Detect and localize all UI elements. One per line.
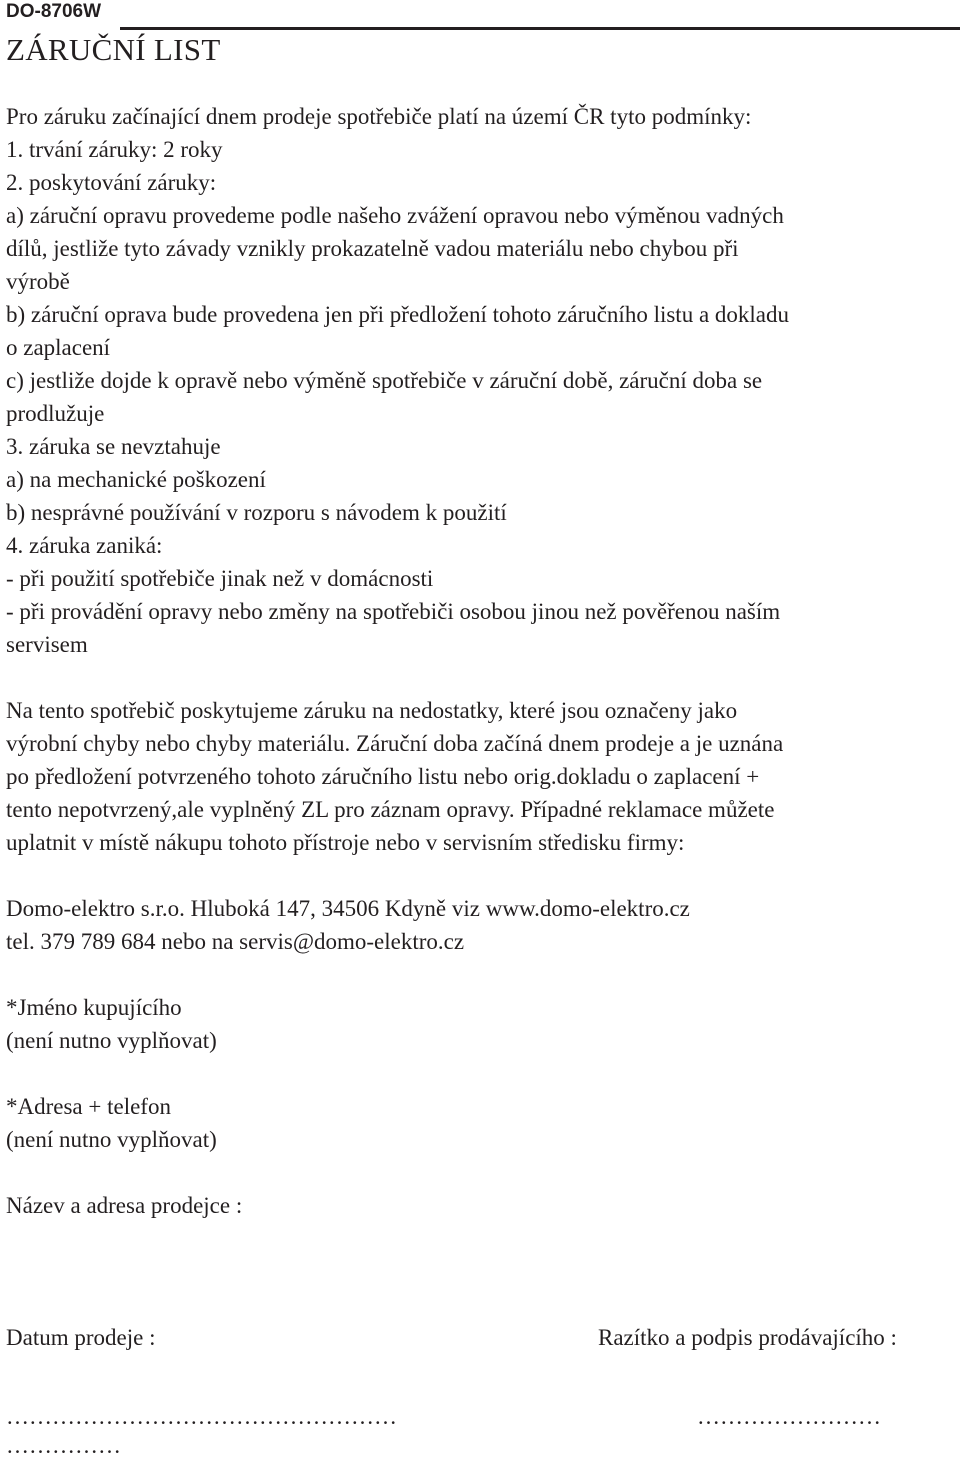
condition-item-2c: c) jestliže dojde k opravě nebo výměně spotřebiče v záruční době, záruční doba se bbox=[6, 368, 763, 393]
company-address: Domo-elektro s.r.o. Hluboká 147, 34506 Kdyně viz www.domo-elektro.cz bbox=[6, 896, 690, 921]
condition-item-2-heading: 2. poskytování záruky: bbox=[6, 170, 217, 195]
model-number: DO-8706W bbox=[6, 1, 102, 22]
buyer-address-note: (není nutno vyplňovat) bbox=[6, 1127, 217, 1152]
warranty-notice: uplatnit v místě nákupu tohoto přístroje nebo v servisním středisku firmy: bbox=[6, 830, 685, 855]
sale-date-field: …………………………………………… bbox=[6, 1404, 397, 1429]
condition-item-4-heading: 4. záruka zaniká: bbox=[6, 533, 163, 558]
sale-date-field: …………… bbox=[6, 1433, 121, 1458]
condition-item-1: 1. trvání záruky: 2 roky bbox=[6, 137, 223, 162]
condition-item-2a: dílů, jestliže tyto závady vznikly prokazatelně vadou materiálu nebo chybou při bbox=[6, 236, 739, 261]
condition-item-3a: a) na mechanické poškození bbox=[6, 467, 266, 492]
warranty-notice: tento nepotvrzený,ale vyplněný ZL pro záznam opravy. Případné reklamace můžete bbox=[6, 797, 775, 822]
warranty-notice: výrobní chyby nebo chyby materiálu. Záruční doba začíná dnem prodeje a je uznána bbox=[6, 731, 784, 756]
sale-date-label: Datum prodeje : bbox=[6, 1325, 156, 1350]
condition-item-2a: a) záruční opravu provedeme podle našeho zvážení opravou nebo výměnou vadných bbox=[6, 203, 784, 228]
seller-label: Název a adresa prodejce : bbox=[6, 1193, 243, 1218]
condition-item-4b: servisem bbox=[6, 632, 88, 657]
conditions-intro: Pro záruku začínající dnem prodeje spotřebiče platí na území ČR tyto podmínky: bbox=[6, 104, 752, 129]
company-contact: tel. 379 789 684 nebo na servis@domo-elektro.cz bbox=[6, 929, 465, 954]
condition-item-2b: o zaplacení bbox=[6, 335, 111, 360]
condition-item-3-heading: 3. záruka se nevztahuje bbox=[6, 434, 221, 459]
stamp-signature-field: …………………… bbox=[697, 1404, 881, 1429]
page-title: ZÁRUČNÍ LIST bbox=[6, 32, 221, 67]
condition-item-2c: prodlužuje bbox=[6, 401, 105, 426]
header-rule bbox=[120, 27, 960, 30]
stamp-signature-label: Razítko a podpis prodávajícího : bbox=[598, 1325, 897, 1350]
buyer-name-label: *Jméno kupujícího bbox=[6, 995, 182, 1020]
condition-item-2a: výrobě bbox=[6, 269, 70, 294]
condition-item-2b: b) záruční oprava bude provedena jen při předložení tohoto záručního listu a dokladu bbox=[6, 302, 789, 327]
condition-item-4a: - při použití spotřebiče jinak než v domácnosti bbox=[6, 566, 434, 591]
buyer-address-label: *Adresa + telefon bbox=[6, 1094, 171, 1119]
condition-item-3b: b) nesprávné používání v rozporu s návodem k použití bbox=[6, 500, 507, 525]
condition-item-4b: - při provádění opravy nebo změny na spotřebiči osobou jinou než pověřenou naším bbox=[6, 599, 781, 624]
warranty-notice: Na tento spotřebič poskytujeme záruku na nedostatky, které jsou označeny jako bbox=[6, 698, 738, 723]
warranty-notice: po předložení potvrzeného tohoto záručního listu nebo orig.dokladu o zaplacení + bbox=[6, 764, 760, 789]
buyer-name-note: (není nutno vyplňovat) bbox=[6, 1028, 217, 1053]
